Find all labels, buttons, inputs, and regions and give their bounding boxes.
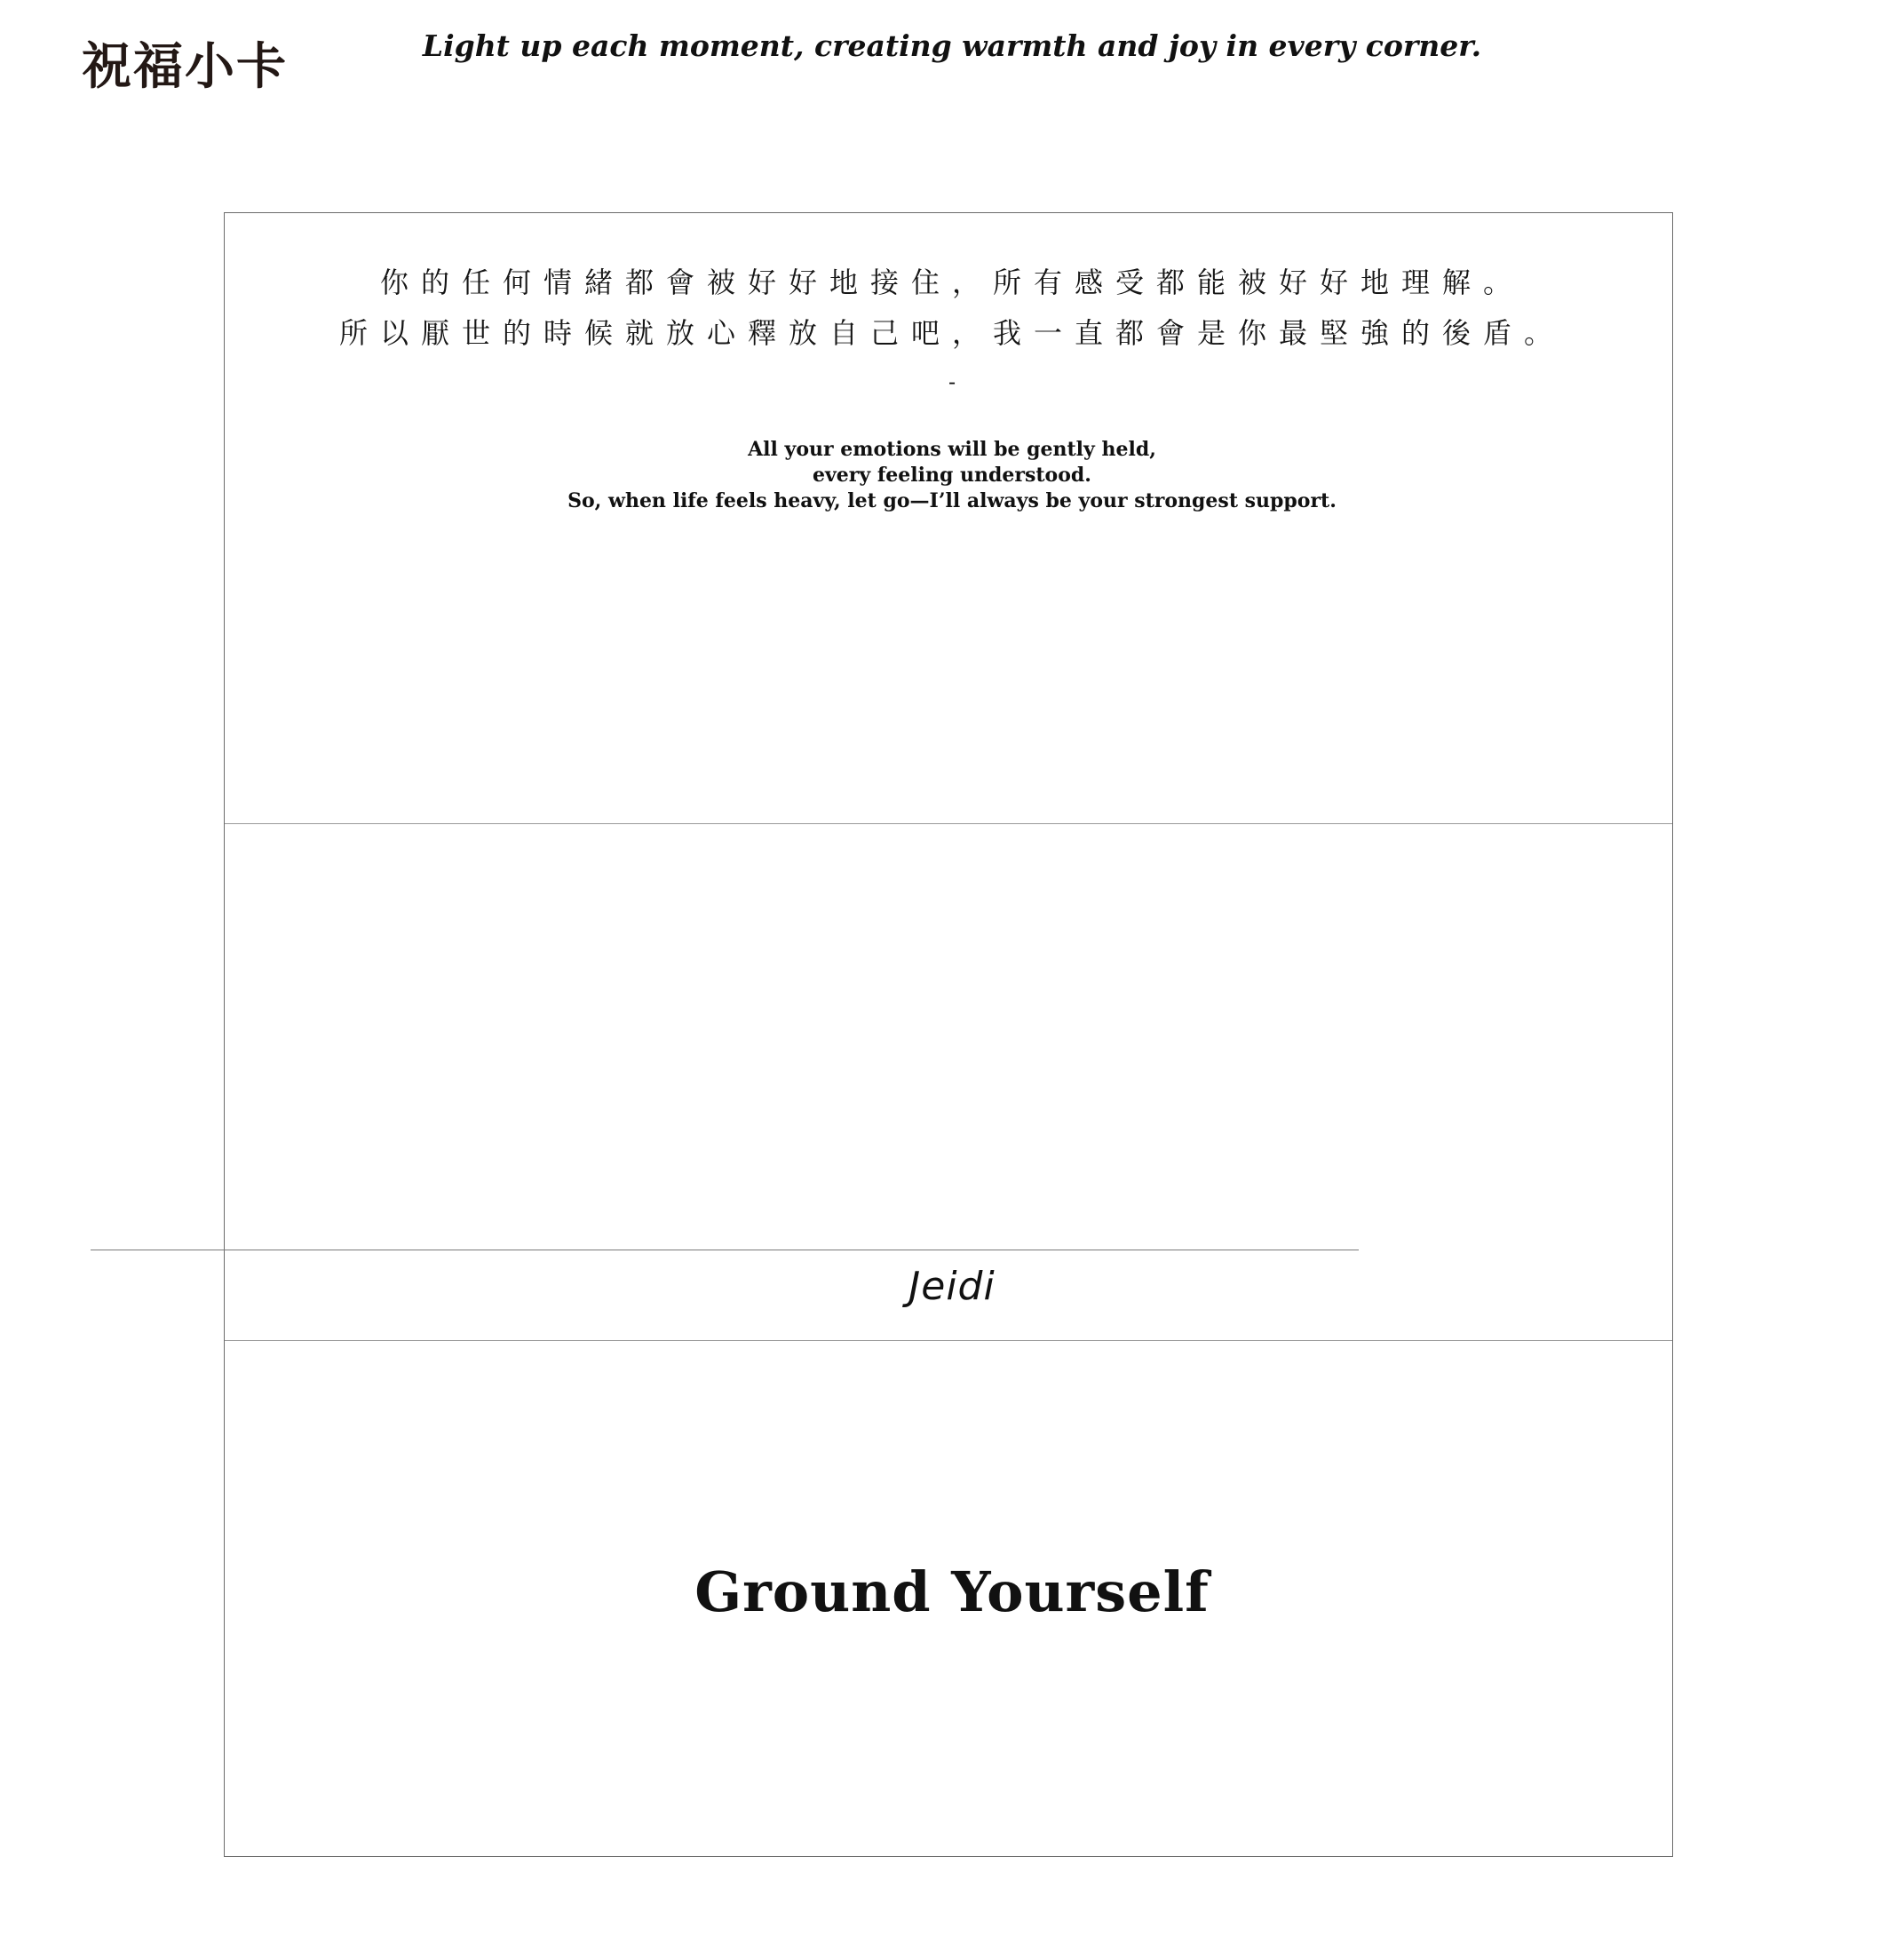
english-message — [0, 437, 1904, 514]
cover-title: Ground Yourself — [694, 1559, 1210, 1624]
english-message-line: every feeling understood. — [813, 464, 1091, 487]
chinese-message-line: 所以厭世的時候就放心釋放自己吧，我一直都會是你最堅強的後盾。 — [338, 316, 1565, 350]
message-separator: - — [948, 369, 956, 394]
page-heading: 祝福小卡 — [82, 38, 288, 96]
english-message-line: All your emotions will be gently held, — [748, 438, 1156, 461]
english-message-line: So, when life feels heavy, let go—I’ll always be your strongest support. — [567, 489, 1337, 512]
chinese-message — [0, 258, 1904, 359]
chinese-message-line: 你的任何情緒都會被好好地接住，所有感受都能被好好地理解。 — [379, 266, 1524, 299]
card-tagline: Light up each moment, creating warmth and joy in every corner. — [422, 28, 1482, 63]
signature: Jeidi — [908, 1264, 996, 1309]
